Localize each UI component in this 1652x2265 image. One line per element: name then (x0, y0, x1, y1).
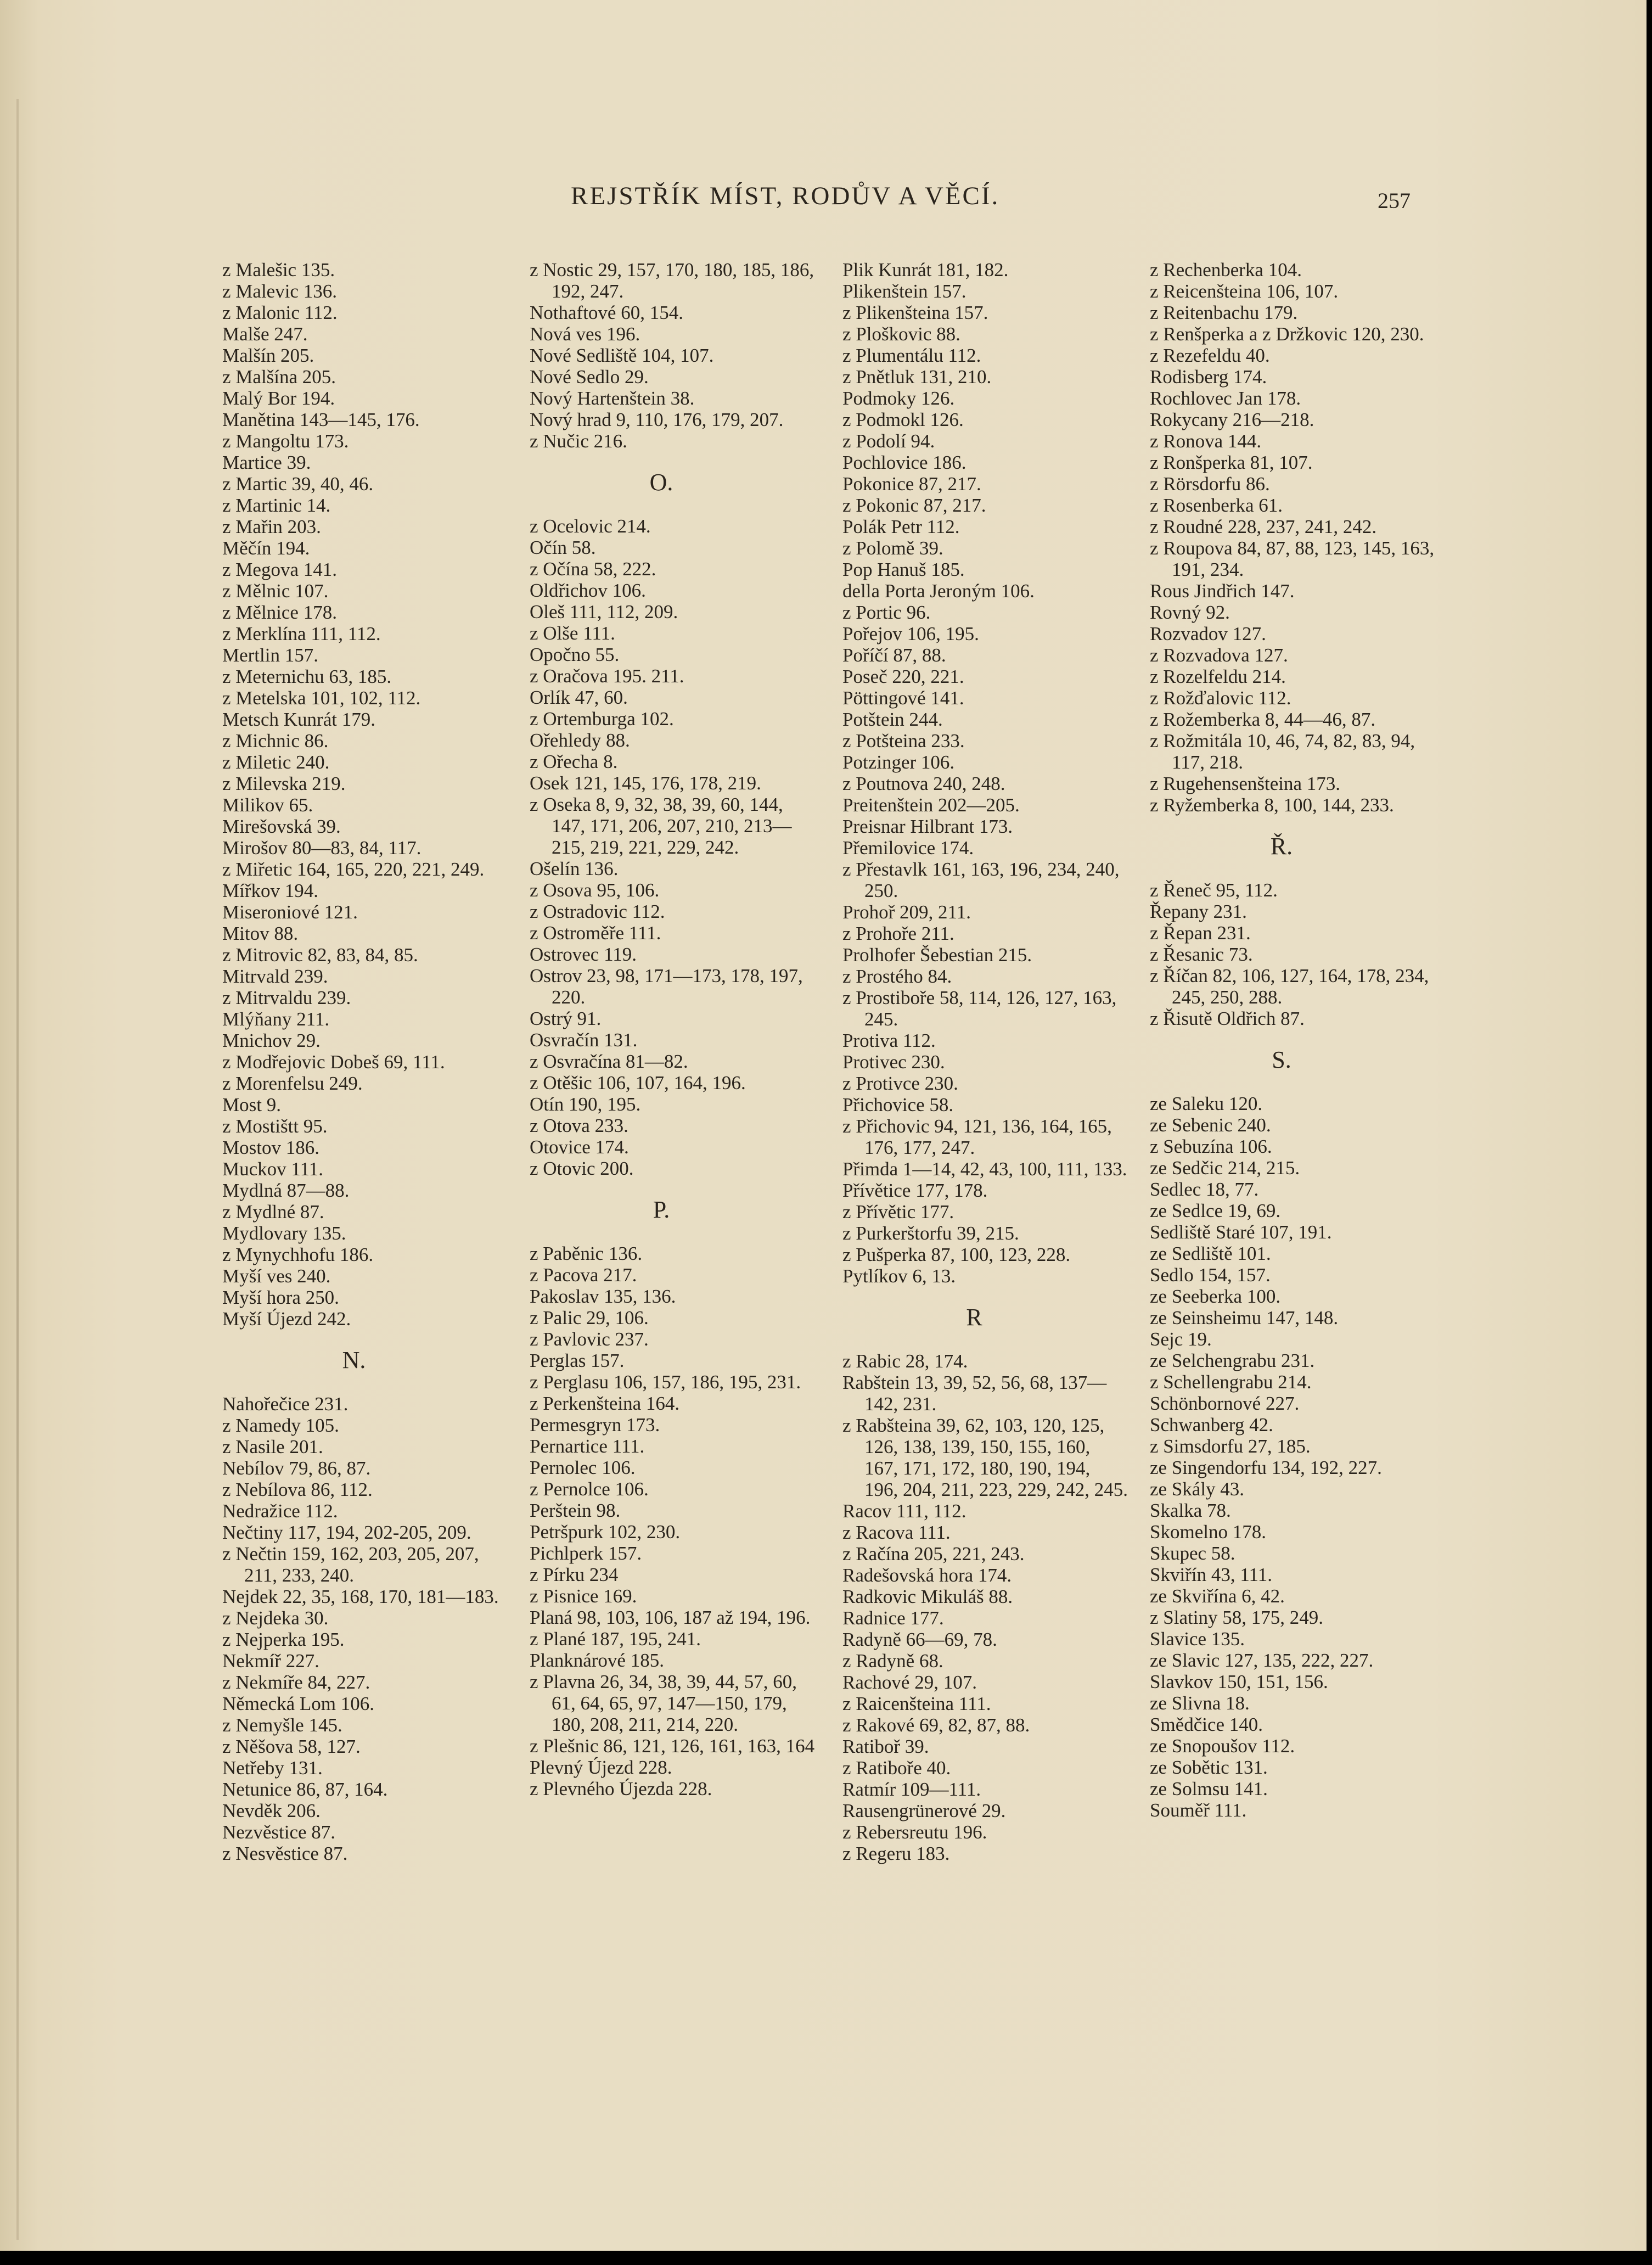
index-entry: Sedliště Staré 107, 191. (1150, 1221, 1332, 1243)
index-entry: z Prostého 84. (842, 966, 952, 987)
section-letter-heading: N. (342, 1347, 366, 1373)
index-entry: Osek 121, 145, 176, 178, 219. (530, 772, 761, 794)
index-entry: z Mostištt 95. (222, 1115, 328, 1137)
index-entry: z Perkenšteina 164. (530, 1393, 680, 1414)
index-entry: z Nebílova 86, 112. (222, 1479, 373, 1500)
index-entry: z Plumentálu 112. (842, 345, 981, 366)
index-entry: z Mitrvaldu 239. (222, 987, 351, 1008)
index-entry: z Rožďalovic 112. (1150, 687, 1291, 709)
index-entry: Myší ves 240. (222, 1265, 331, 1287)
index-entry: z Reicenšteina 106, 107. (1150, 281, 1339, 302)
index-entry: z Mangoltu 173. (222, 430, 349, 452)
index-entry: Skomelno 178. (1150, 1521, 1266, 1543)
index-entry: Perglas 157. (530, 1350, 625, 1371)
index-entry: Souměř 111. (1150, 1799, 1247, 1821)
index-entry: Rodisberg 174. (1150, 366, 1267, 388)
index-entry: Nové Sedlo 29. (530, 366, 649, 388)
index-entry: z Martinic 14. (222, 495, 331, 516)
index-entry: z Miletic 240. (222, 752, 330, 773)
index-entry: z Malevic 136. (222, 281, 337, 302)
index-entry: z Pavlovic 237. (530, 1328, 649, 1350)
index-entry: z Milevska 219. (222, 773, 346, 794)
index-entry: z Meternichu 63, 185. (222, 666, 392, 687)
index-entry: z Pernolce 106. (530, 1478, 649, 1500)
index-entry: z Ratiboře 40. (842, 1757, 951, 1779)
index-entry: Rachové 29, 107. (842, 1672, 977, 1693)
index-entry: Skalka 78. (1150, 1500, 1231, 1521)
index-entry: Rozvadov 127. (1150, 623, 1266, 644)
index-entry: ze Selchengrabu 231. (1150, 1350, 1315, 1371)
index-entry: Pernolec 106. (530, 1457, 636, 1478)
index-entry: Mlýňany 211. (222, 1008, 330, 1030)
index-entry: Otín 190, 195. (530, 1094, 641, 1115)
index-entry: Malšín 205. (222, 345, 314, 366)
index-entry: z Nostic 29, 157, 170, 180, 185, 186, 192, 247. (530, 259, 814, 302)
index-entry: Radnice 177. (842, 1607, 944, 1629)
index-entry: z Megova 141. (222, 559, 337, 580)
index-entry: z Slatiny 58, 175, 249. (1150, 1607, 1323, 1628)
index-entry: z Račína 205, 221, 243. (842, 1543, 1025, 1565)
index-entry: Nebílov 79, 86, 87. (222, 1457, 371, 1479)
index-entry: z Plešnic 86, 121, 126, 161, 163, 164 (530, 1735, 815, 1757)
index-entry: z Ronova 144. (1150, 430, 1262, 452)
index-entry: Rovný 92. (1150, 602, 1230, 623)
index-entry: z Radyně 68. (842, 1650, 943, 1672)
index-entry: ze Singendorfu 134, 192, 227. (1150, 1457, 1382, 1478)
index-entry: z Otovic 200. (530, 1158, 634, 1179)
index-entry: z Mitrovic 82, 83, 84, 85. (222, 944, 418, 966)
index-entry: della Porta Jeroným 106. (842, 580, 1035, 602)
index-entry: z Nučic 216. (530, 430, 627, 452)
index-column-2 (530, 259, 815, 1799)
index-entry: Most 9. (222, 1094, 281, 1115)
index-entry: Manětina 143—145, 176. (222, 409, 420, 430)
index-entry: Poseč 220, 221. (842, 666, 964, 687)
index-entry: Slavkov 150, 151, 156. (1150, 1671, 1328, 1692)
index-entry: Řepany 231. (1150, 901, 1247, 922)
index-entry: Mitrvald 239. (222, 966, 328, 987)
index-entry: Oleš 111, 112, 209. (530, 601, 678, 623)
index-entry: z Plevného Újezda 228. (530, 1778, 712, 1799)
index-entry: Oldřichov 106. (530, 580, 646, 601)
index-entry: z Mělnice 178. (222, 602, 337, 623)
index-entry: z Purkerštorfu 39, 215. (842, 1223, 1019, 1244)
index-entry: ze Sedliště 101. (1150, 1243, 1271, 1264)
index-entry: Malý Bor 194. (222, 388, 335, 409)
index-entry: z Schellengrabu 214. (1150, 1371, 1312, 1393)
index-entry: Nový hrad 9, 110, 176, 179, 207. (530, 409, 784, 430)
index-entry: ze Saleku 120. (1150, 1093, 1263, 1114)
index-entry: z Nečtin 159, 162, 203, 205, 207, 211, 233, 240. (222, 1543, 479, 1586)
index-entry: z Řepan 231. (1150, 922, 1251, 944)
index-entry: z Ořecha 8. (530, 751, 618, 772)
index-entry: z Rezefeldu 40. (1150, 345, 1270, 366)
index-entry: ze Skviřína 6, 42. (1150, 1585, 1285, 1607)
index-entry: ze Slavic 127, 135, 222, 227. (1150, 1650, 1374, 1671)
index-entry: z Ocelovic 214. (530, 515, 651, 537)
section-letter-heading: R (966, 1304, 982, 1331)
index-entry: Rochlovec Jan 178. (1150, 388, 1301, 409)
index-entry: z Podolí 94. (842, 430, 935, 452)
index-entry: Plik Kunrát 181, 182. (842, 259, 1009, 281)
index-entry: Protivec 230. (842, 1051, 945, 1073)
index-entry: Ratiboř 39. (842, 1736, 929, 1757)
index-entry: z Mydlné 87. (222, 1201, 324, 1223)
index-entry: Mířkov 194. (222, 880, 318, 901)
index-entry: ze Sobětic 131. (1150, 1757, 1268, 1778)
index-entry: Německá Lom 106. (222, 1693, 374, 1714)
index-entry: Pytlíkov 6, 13. (842, 1265, 956, 1287)
index-entry: z Rabšteina 39, 62, 103, 120, 125, 126, 138, 139, 150, 155, 160, 167, 171, 172, 180, 190, 194, 196, 204, 211, 223, 229, 242, 245. (842, 1415, 1128, 1500)
index-entry: Nová ves 196. (530, 323, 640, 345)
index-entry: Protiva 112. (842, 1030, 936, 1051)
index-entry: Myší Újezd 242. (222, 1308, 351, 1330)
index-entry: z Miřetic 164, 165, 220, 221, 249. (222, 859, 485, 880)
index-entry: ze Slivna 18. (1150, 1692, 1250, 1714)
index-entry: Ořehledy 88. (530, 730, 630, 751)
index-entry: Metsch Kunrát 179. (222, 709, 375, 730)
index-entry: z Olše 111. (530, 623, 615, 644)
index-entry: z Ostroměře 111. (530, 922, 661, 944)
index-entry: Schwanberg 42. (1150, 1414, 1273, 1436)
index-entry: z Prostiboře 58, 114, 126, 127, 163, 245. (842, 987, 1117, 1030)
index-entry: z Podmokl 126. (842, 409, 964, 430)
index-entry: Podmoky 126. (842, 388, 955, 409)
index-entry: Mostov 186. (222, 1137, 319, 1158)
index-entry: ze Snopoušov 112. (1150, 1735, 1295, 1757)
index-entry: z Pírku 234 (530, 1564, 619, 1585)
index-entry: Plevný Újezd 228. (530, 1757, 672, 1778)
index-entry: z Simsdorfu 27, 185. (1150, 1436, 1311, 1457)
index-entry: z Polomě 39. (842, 537, 943, 559)
index-entry: z Merklína 111, 112. (222, 623, 381, 644)
index-entry: Skupec 58. (1150, 1543, 1235, 1564)
index-entry: z Renšperka a z Držkovic 120, 230. (1150, 323, 1424, 345)
index-entry: Pernartice 111. (530, 1436, 645, 1457)
index-entry: z Mynychhofu 186. (222, 1244, 374, 1265)
index-entry: z Očína 58, 222. (530, 558, 656, 580)
index-entry: Perštein 98. (530, 1500, 621, 1521)
index-entry: Nový Hartenštein 38. (530, 388, 695, 409)
section-letter-heading: O. (649, 469, 673, 496)
index-entry: z Osova 95, 106. (530, 879, 660, 901)
index-entry: Prolhofer Šebestian 215. (842, 944, 1032, 966)
index-entry: z Ploškovic 88. (842, 323, 960, 345)
index-entry: z Sebuzína 106. (1150, 1136, 1272, 1157)
index-entry: Netunice 86, 87, 164. (222, 1779, 388, 1800)
index-entry: Slavice 135. (1150, 1628, 1245, 1650)
index-entry: Smědčice 140. (1150, 1714, 1263, 1735)
index-entry: Schönbornové 227. (1150, 1393, 1300, 1414)
index-entry: Planá 98, 103, 106, 187 až 194, 196. (530, 1607, 811, 1628)
index-entry: z Něšova 58, 127. (222, 1736, 361, 1757)
index-entry: ze Sedlce 19, 69. (1150, 1200, 1281, 1221)
index-entry: z Rosenberka 61. (1150, 495, 1283, 516)
index-entry: Muckov 111. (222, 1158, 324, 1180)
index-entry: Polák Petr 112. (842, 516, 960, 537)
index-entry: z Pacova 217. (530, 1264, 637, 1286)
index-entry: z Morenfelsu 249. (222, 1073, 363, 1094)
index-entry: Milikov 65. (222, 794, 313, 816)
index-entry: z Rozvadova 127. (1150, 644, 1288, 666)
index-entry: Planknárové 185. (530, 1650, 664, 1671)
index-entry: z Nekmíře 84, 227. (222, 1672, 370, 1693)
index-entry: z Rebersreutu 196. (842, 1821, 987, 1843)
index-entry: z Nesvěstice 87. (222, 1843, 348, 1864)
index-entry: Přichovice 58. (842, 1094, 954, 1115)
binding-edge (16, 99, 19, 2240)
index-entry: Ostrovec 119. (530, 944, 637, 965)
index-entry: Orlík 47, 60. (530, 687, 628, 708)
index-entry: Malše 247. (222, 323, 308, 345)
index-column-3 (842, 259, 1128, 1864)
index-column-1 (222, 259, 508, 1864)
index-entry: z Ronšperka 81, 107. (1150, 452, 1313, 473)
index-entry: Ratmír 109—111. (842, 1779, 981, 1800)
index-entry: z Přívětic 177. (842, 1201, 954, 1223)
index-entry: Pokonice 87, 217. (842, 473, 981, 495)
index-entry: Preitenštein 202—205. (842, 794, 1020, 816)
index-entry: Sedlec 18, 77. (1150, 1179, 1259, 1200)
index-column-4 (1150, 259, 1435, 1821)
index-entry: Preisnar Hilbrant 173. (842, 816, 1013, 837)
index-entry: z Plavna 26, 34, 38, 39, 44, 57, 60, 61, 64, 65, 97, 147—150, 179, 180, 208, 211, 214, 220. (530, 1671, 797, 1735)
index-entry: z Mělnic 107. (222, 580, 329, 602)
index-entry: z Rugehensenšteina 173. (1150, 773, 1340, 794)
index-entry: z Přichovic 94, 121, 136, 164, 165, 176, 177, 247. (842, 1115, 1112, 1158)
index-entry: Miseroniové 121. (222, 901, 358, 923)
index-entry: ze Sedčic 214, 215. (1150, 1157, 1300, 1179)
index-entry: Radkovic Mikuláš 88. (842, 1586, 1013, 1607)
index-entry: z Nejperka 195. (222, 1629, 345, 1650)
index-entry: z Paběnic 136. (530, 1243, 643, 1264)
index-entry: Myší hora 250. (222, 1287, 339, 1308)
index-entry: Pochlovice 186. (842, 452, 967, 473)
index-entry: z Regeru 183. (842, 1843, 950, 1864)
index-entry: z Přestavlk 161, 163, 196, 234, 240, 250. (842, 859, 1120, 901)
index-entry: Nothaftové 60, 154. (530, 302, 683, 323)
index-entry: Ostrov 23, 98, 171—173, 178, 197, 220. (530, 965, 803, 1008)
index-entry: z Rabic 28, 174. (842, 1350, 968, 1372)
index-entry: z Nemyšle 145. (222, 1714, 342, 1736)
index-entry: z Prohoře 211. (842, 923, 954, 944)
index-entry: Pakoslav 135, 136. (530, 1286, 676, 1307)
index-entry: Pořejov 106, 195. (842, 623, 979, 644)
index-entry: Netřeby 131. (222, 1757, 323, 1779)
index-entry: Mertlin 157. (222, 644, 318, 666)
index-entry: z Reitenbachu 179. (1150, 302, 1298, 323)
index-entry: z Poutnova 240, 248. (842, 773, 1005, 794)
index-entry: Pop Hanuš 185. (842, 559, 965, 580)
index-entry: Poříčí 87, 88. (842, 644, 946, 666)
index-entry: z Rožmitála 10, 46, 74, 82, 83, 94, 117, 218. (1150, 730, 1415, 773)
index-entry: z Malešic 135. (222, 259, 335, 281)
index-entry: z Otěšic 106, 107, 164, 196. (530, 1072, 746, 1094)
index-entry: z Ostradovic 112. (530, 901, 665, 922)
index-entry: Radešovská hora 174. (842, 1565, 1012, 1586)
index-entry: Pöttingové 141. (842, 687, 964, 709)
index-entry: Pichlperk 157. (530, 1543, 642, 1564)
index-entry: Potštein 244. (842, 709, 943, 730)
index-entry: Petršpurk 102, 230. (530, 1521, 681, 1543)
index-entry: Očín 58. (530, 537, 596, 558)
index-entry: Nečtiny 117, 194, 202-205, 209. (222, 1522, 471, 1543)
index-entry: Potzinger 106. (842, 752, 955, 773)
index-entry: ze Skály 43. (1150, 1478, 1245, 1500)
index-entry: z Rakové 69, 82, 87, 88. (842, 1714, 1030, 1736)
index-entry: ze Seeberka 100. (1150, 1286, 1281, 1307)
index-entry: Rokycany 216—218. (1150, 409, 1314, 430)
index-entry: z Roudné 228, 237, 241, 242. (1150, 516, 1377, 537)
index-entry: z Portic 96. (842, 602, 931, 623)
index-entry: z Michnic 86. (222, 730, 329, 752)
index-entry: z Pnětluk 131, 210. (842, 366, 992, 388)
index-entry: z Oseka 8, 9, 32, 38, 39, 60, 144, 147, 171, 206, 207, 210, 213—215, 219, 221, 229, 242. (530, 794, 792, 858)
index-entry: Mydlná 87—88. (222, 1180, 350, 1201)
index-entry: Mitov 88. (222, 923, 299, 944)
index-entry: z Osvračína 81—82. (530, 1051, 688, 1072)
index-entry: Měčín 194. (222, 537, 310, 559)
index-entry: z Potšteina 233. (842, 730, 965, 752)
index-entry: Rausengrünerové 29. (842, 1800, 1006, 1821)
index-entry: z Oračova 195. 211. (530, 665, 684, 687)
index-entry: z Martic 39, 40, 46. (222, 473, 374, 495)
index-entry: z Rechenberka 104. (1150, 259, 1302, 281)
index-entry: Nedražice 112. (222, 1500, 338, 1522)
index-entry: z Roupova 84, 87, 88, 123, 145, 163, 191, 234. (1150, 537, 1435, 580)
index-entry: z Ortemburga 102. (530, 708, 674, 730)
index-entry: Otovice 174. (530, 1136, 629, 1158)
index-entry: Sedlo 154, 157. (1150, 1264, 1271, 1286)
index-entry: z Řisutě Oldřich 87. (1150, 1008, 1305, 1029)
index-entry: z Malonic 112. (222, 302, 338, 323)
index-entry: z Namedy 105. (222, 1415, 339, 1436)
index-entry: ze Solmsu 141. (1150, 1778, 1268, 1799)
index-entry: Prohoř 209, 211. (842, 901, 971, 923)
index-entry: z Nasile 201. (222, 1436, 323, 1457)
index-entry: Skviřín 43, 111. (1150, 1564, 1272, 1585)
index-entry: z Palic 29, 106. (530, 1307, 649, 1328)
section-letter-heading: Ř. (1270, 833, 1293, 860)
page-title: REJSTŘÍK MÍST, RODŮV A VĚCÍ. (571, 182, 1000, 210)
index-entry: z Pokonic 87, 217. (842, 495, 986, 516)
index-entry: z Modřejovic Dobeš 69, 111. (222, 1051, 445, 1073)
index-entry: z Řeneč 95, 112. (1150, 879, 1278, 901)
index-entry: Nevděk 206. (222, 1800, 321, 1821)
index-entry: Sejc 19. (1150, 1328, 1212, 1350)
index-entry: z Rozelfeldu 214. (1150, 666, 1286, 687)
index-entry: z Pisnice 169. (530, 1585, 637, 1607)
index-entry: Mydlovary 135. (222, 1223, 346, 1244)
index-entry: z Řesanic 73. (1150, 944, 1253, 965)
index-entry: z Mařin 203. (222, 516, 321, 537)
index-entry: Ostrý 91. (530, 1008, 602, 1029)
index-entry: z Metelska 101, 102, 112. (222, 687, 421, 709)
index-entry: z Říčan 82, 106, 127, 164, 178, 234, 245, 250, 288. (1150, 965, 1429, 1008)
index-entry: Racov 111, 112. (842, 1500, 967, 1522)
index-entry: z Ryžemberka 8, 100, 144, 233. (1150, 794, 1394, 816)
index-entry: Nezvěstice 87. (222, 1821, 336, 1843)
index-entry: Mnichov 29. (222, 1030, 321, 1051)
section-letter-heading: S. (1272, 1046, 1291, 1073)
index-entry: Opočno 55. (530, 644, 620, 665)
index-entry: z Pušperka 87, 100, 123, 228. (842, 1244, 1071, 1265)
index-entry: Osvračín 131. (530, 1029, 638, 1051)
index-entry: Přimda 1—14, 42, 43, 100, 111, 133. (842, 1158, 1127, 1180)
index-entry: z Rožemberka 8, 44—46, 87. (1150, 709, 1376, 730)
index-entry: z Nejdeka 30. (222, 1607, 329, 1629)
index-entry: Nové Sedliště 104, 107. (530, 345, 714, 366)
index-entry: Martice 39. (222, 452, 311, 473)
index-entry: Přemilovice 174. (842, 837, 974, 859)
index-entry: z Perglasu 106, 157, 186, 195, 231. (530, 1371, 801, 1393)
index-entry: Rous Jindřich 147. (1150, 580, 1295, 602)
index-entry: Rabštein 13, 39, 52, 56, 68, 137—142, 231. (842, 1372, 1107, 1415)
index-entry: Nekmíř 227. (222, 1650, 319, 1672)
index-entry: ze Sebenic 240. (1150, 1114, 1271, 1136)
index-entry: Radyně 66—69, 78. (842, 1629, 997, 1650)
index-entry: z Malšína 205. (222, 366, 336, 388)
index-entry: Ošelín 136. (530, 858, 619, 879)
index-entry: z Rörsdorfu 86. (1150, 473, 1270, 495)
index-entry: z Raicenšteina 111. (842, 1693, 991, 1714)
index-entry: Permesgryn 173. (530, 1414, 660, 1436)
index-entry: z Racova 111. (842, 1522, 951, 1543)
index-entry: Nejdek 22, 35, 168, 170, 181—183. (222, 1586, 499, 1607)
index-entry: z Otova 233. (530, 1115, 628, 1136)
page-number: 257 (1378, 188, 1411, 213)
index-entry: Plikenštein 157. (842, 281, 967, 302)
index-entry: Mirešovská 39. (222, 816, 341, 837)
index-entry: z Plané 187, 195, 241. (530, 1628, 701, 1650)
index-entry: Nahořečice 231. (222, 1393, 349, 1415)
index-entry: z Protivce 230. (842, 1073, 958, 1094)
index-entry: Přívětice 177, 178. (842, 1180, 988, 1201)
running-header (0, 181, 1647, 225)
section-letter-heading: P. (653, 1196, 670, 1223)
index-entry: z Plikenšteina 157. (842, 302, 988, 323)
index-entry: Mirošov 80—83, 84, 117. (222, 837, 422, 859)
index-entry: ze Seinsheimu 147, 148. (1150, 1307, 1339, 1328)
